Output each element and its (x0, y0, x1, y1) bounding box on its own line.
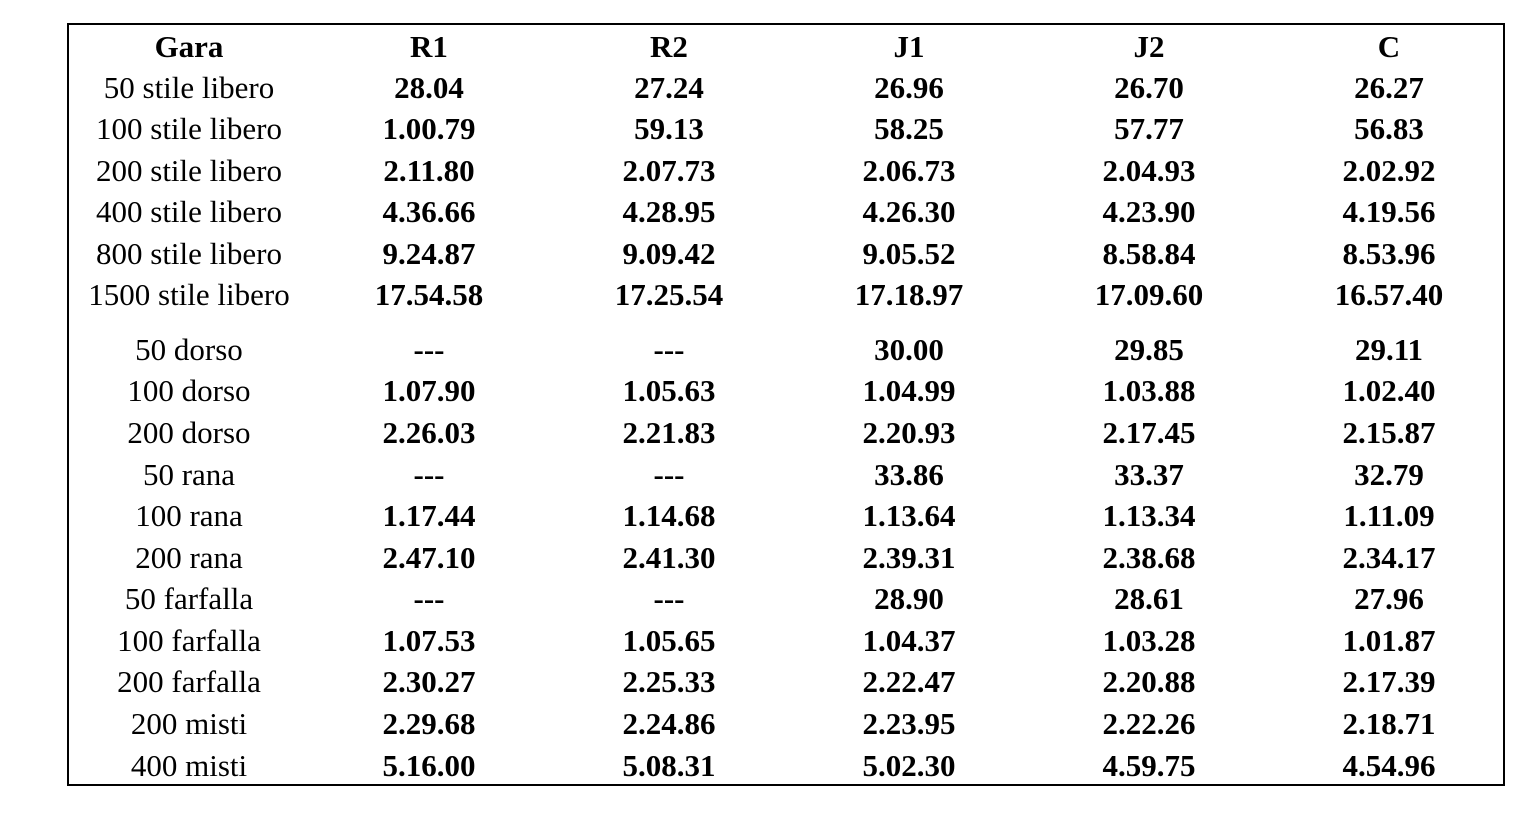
time-cell-c: 2.15.87 (1342, 415, 1436, 450)
time-cell-j1: 2.39.31 (862, 540, 956, 575)
time-cell-j2: 2.38.68 (1102, 540, 1196, 575)
time-cell-j2: 4.23.90 (1102, 194, 1196, 229)
time-cell-j1: 58.25 (874, 111, 944, 146)
event-name-cell: 100 dorso (127, 373, 251, 408)
time-cell-c: 2.34.17 (1342, 540, 1436, 575)
header-j1: J1 (893, 29, 925, 64)
table-row (69, 538, 1503, 578)
table-header-row (69, 27, 1503, 67)
time-cell-r1: 9.24.87 (382, 236, 476, 271)
time-cell-j1: 28.90 (874, 581, 944, 616)
time-cell-r2: 2.24.86 (622, 706, 716, 741)
time-cell-j2: 29.85 (1114, 332, 1184, 367)
time-cell-j1: 2.22.47 (862, 664, 956, 699)
time-cell-r1: 5.16.00 (382, 748, 476, 783)
event-name-cell: 200 rana (135, 540, 243, 575)
time-cell-j1: 30.00 (874, 332, 944, 367)
time-cell-r1: 2.11.80 (383, 153, 475, 188)
event-name-cell: 1500 stile libero (88, 277, 290, 312)
time-cell-r2: 4.28.95 (622, 194, 716, 229)
time-cell-r2: --- (653, 581, 685, 616)
table-row (69, 496, 1503, 536)
time-cell-j1: 2.20.93 (862, 415, 956, 450)
time-cell-r1: 2.47.10 (382, 540, 476, 575)
time-cell-r1: 2.26.03 (382, 415, 476, 450)
event-name-cell: 50 rana (142, 457, 236, 492)
event-name-cell: 200 misti (130, 706, 248, 741)
time-cell-j2: 1.03.28 (1102, 623, 1196, 658)
time-cell-r1: 1.07.53 (382, 623, 476, 658)
time-cell-c: 2.02.92 (1342, 153, 1436, 188)
table-row (69, 704, 1503, 744)
event-name-cell: 200 stile libero (96, 153, 282, 188)
time-cell-j2: 1.13.34 (1102, 498, 1196, 533)
time-cell-c: 4.19.56 (1342, 194, 1436, 229)
time-cell-r1: --- (413, 332, 445, 367)
time-cell-r2: 1.14.68 (622, 498, 716, 533)
time-cell-r1: 17.54.58 (374, 277, 484, 312)
table-row (69, 413, 1503, 453)
time-cell-j1: 17.18.97 (854, 277, 964, 312)
time-cell-c: 1.01.87 (1342, 623, 1436, 658)
time-cell-r1: 2.30.27 (382, 664, 476, 699)
time-cell-j1: 1.13.64 (862, 498, 956, 533)
time-cell-j1: 2.23.95 (862, 706, 956, 741)
time-cell-j2: 2.17.45 (1102, 415, 1196, 450)
time-cell-j2: 8.58.84 (1102, 236, 1196, 271)
time-cell-j1: 2.06.73 (862, 153, 956, 188)
time-cell-c: 2.18.71 (1342, 706, 1436, 741)
time-cell-j2: 17.09.60 (1094, 277, 1204, 312)
event-name-cell: 400 stile libero (96, 194, 282, 229)
time-cell-r2: --- (653, 457, 685, 492)
time-cell-c: 27.96 (1354, 581, 1424, 616)
time-cell-r1: --- (413, 457, 445, 492)
time-cell-r2: 2.21.83 (622, 415, 716, 450)
table-row (69, 579, 1503, 619)
time-cell-r1: 4.36.66 (382, 194, 476, 229)
time-cell-r1: 28.04 (394, 70, 464, 105)
time-cell-c: 32.79 (1354, 457, 1424, 492)
time-cell-r2: 9.09.42 (622, 236, 716, 271)
event-name-cell: 200 dorso (127, 415, 251, 450)
time-cell-r2: 59.13 (634, 111, 704, 146)
time-cell-r2: 5.08.31 (622, 748, 716, 783)
time-cell-j1: 1.04.37 (862, 623, 956, 658)
time-cell-c: 56.83 (1354, 111, 1424, 146)
time-cell-j1: 5.02.30 (862, 748, 956, 783)
event-name-cell: 50 farfalla (124, 581, 254, 616)
time-cell-j1: 33.86 (874, 457, 944, 492)
time-cell-c: 1.02.40 (1342, 373, 1436, 408)
time-cell-j2: 4.59.75 (1102, 748, 1196, 783)
table-row (69, 275, 1503, 315)
time-cell-r1: 1.00.79 (382, 111, 476, 146)
header-event: Gara (154, 29, 224, 64)
time-cell-r2: 1.05.65 (622, 623, 716, 658)
time-cell-j2: 57.77 (1114, 111, 1184, 146)
table-row (69, 151, 1503, 191)
time-cell-j1: 9.05.52 (862, 236, 956, 271)
time-cell-j2: 2.20.88 (1102, 664, 1196, 699)
table-row (69, 455, 1503, 495)
header-r1: R1 (410, 29, 448, 64)
time-cell-r2: 1.05.63 (622, 373, 716, 408)
time-cell-j1: 1.04.99 (862, 373, 956, 408)
event-name-cell: 400 misti (130, 748, 248, 783)
time-cell-j2: 1.03.88 (1102, 373, 1196, 408)
time-cell-r1: 2.29.68 (382, 706, 476, 741)
time-cell-j2: 2.22.26 (1102, 706, 1196, 741)
table-row (69, 330, 1503, 370)
time-cell-r1: --- (413, 581, 445, 616)
time-cell-r2: 27.24 (634, 70, 704, 105)
time-cell-j1: 26.96 (874, 70, 944, 105)
time-cell-c: 1.11.09 (1343, 498, 1435, 533)
event-name-cell: 800 stile libero (96, 236, 282, 271)
time-cell-r2: 2.07.73 (622, 153, 716, 188)
time-cell-c: 29.11 (1354, 332, 1424, 367)
time-cell-j2: 26.70 (1114, 70, 1184, 105)
event-name-cell: 50 stile libero (103, 70, 275, 105)
time-cell-c: 16.57.40 (1334, 277, 1444, 312)
header-c: C (1377, 29, 1401, 64)
table-row (69, 234, 1503, 274)
time-cell-r1: 1.17.44 (382, 498, 476, 533)
table-row (69, 68, 1503, 108)
table-row (69, 662, 1503, 702)
event-name-cell: 100 stile libero (96, 111, 282, 146)
time-cell-c: 2.17.39 (1342, 664, 1436, 699)
header-j2: J2 (1133, 29, 1165, 64)
event-name-cell: 100 rana (135, 498, 243, 533)
table-row (69, 746, 1503, 786)
table-row (69, 621, 1503, 661)
header-r2: R2 (650, 29, 688, 64)
time-cell-c: 4.54.96 (1342, 748, 1436, 783)
time-cell-c: 8.53.96 (1342, 236, 1436, 271)
table-row (69, 109, 1503, 149)
qualifying-times-table (67, 23, 1505, 786)
time-cell-j1: 4.26.30 (862, 194, 956, 229)
time-cell-r1: 1.07.90 (382, 373, 476, 408)
time-cell-j2: 2.04.93 (1102, 153, 1196, 188)
time-cell-r2: 2.25.33 (622, 664, 716, 699)
table-row (69, 371, 1503, 411)
time-cell-r2: --- (653, 332, 685, 367)
event-name-cell: 200 farfalla (117, 664, 261, 699)
time-cell-j2: 33.37 (1114, 457, 1184, 492)
time-cell-r2: 2.41.30 (622, 540, 716, 575)
event-name-cell: 100 farfalla (117, 623, 261, 658)
table-row (69, 192, 1503, 232)
time-cell-c: 26.27 (1354, 70, 1424, 105)
event-name-cell: 50 dorso (135, 332, 243, 367)
time-cell-j2: 28.61 (1114, 581, 1184, 616)
time-cell-r2: 17.25.54 (614, 277, 724, 312)
